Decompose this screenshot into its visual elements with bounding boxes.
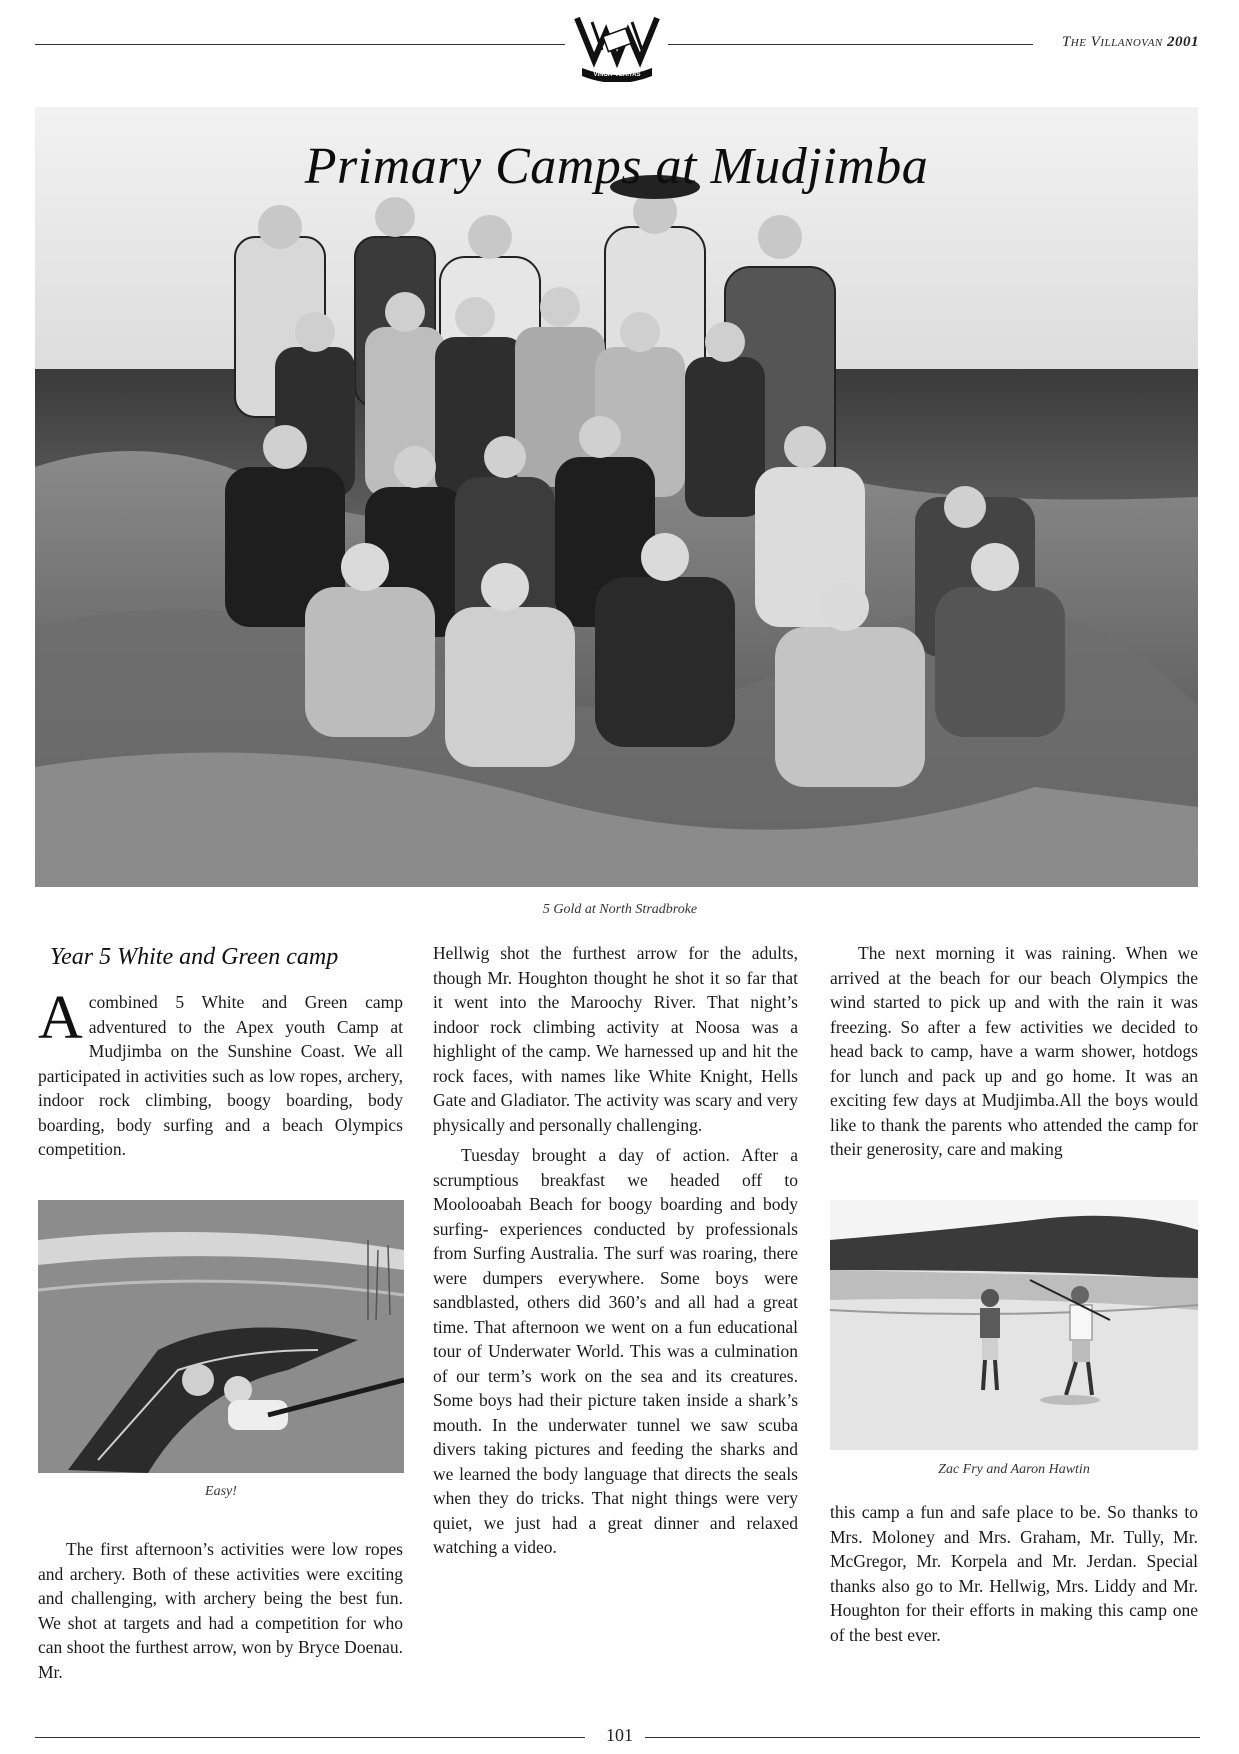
header-rule-left [35, 44, 565, 45]
group-photo [35, 107, 1198, 887]
running-title: The Villanovan [1061, 34, 1163, 50]
section-heading: Year 5 White and Green camp [50, 944, 339, 970]
paragraph-first-afternoon: The first afternoon’s activities were low ropes and archery. Both of these activities were exciting and challenging, with archery being the best fun. We shot at targets and had a competition for who can shoot the furthest arrow, won by Bryce Doenau. Mr. [38, 1539, 403, 1682]
canoe-photo-caption: Easy! [205, 1484, 237, 1499]
intro-paragraph [38, 984, 403, 1162]
running-year: 2001 [1167, 34, 1199, 50]
column-1-lower [38, 1537, 403, 1690]
paragraph-hellwig: Hellwig shot the furthest arrow for the adults, though Mr. Houghton thought he shot it so far that it went into the Maroochy River. That night’s indoor rock climbing activity at Noosa was a highlight of the camp. We harnessed up and hit the rock faces, with names like White Knight, Hells Gate and Gladiator. The activity was scary and very physically and personally challenging. [433, 943, 798, 1135]
intro-text: combined 5 White and Green camp adventured to the Apex youth Camp at Mudjimba on the Sunshine Coast. We all participated in activities such as low ropes, archery, indoor rock climbing, boogy boarding, body boarding, body surfing and a beach Olympics competition. [38, 992, 403, 1159]
beach-photo [830, 1200, 1198, 1450]
running-header [1062, 34, 1199, 51]
column-3-upper [830, 941, 1198, 1168]
school-crest-logo [572, 10, 662, 82]
group-photo-image [35, 107, 1198, 887]
beach-photo-caption: Zac Fry and Aaron Hawtin [938, 1462, 1090, 1477]
page-number: 101 [606, 1725, 633, 1745]
page-title: Primary Camps at Mudjimba [304, 138, 929, 195]
beach-photo-image [830, 1200, 1198, 1450]
canoe-photo [38, 1200, 404, 1473]
paragraph-thanks: this camp a fun and safe place to be. So thanks to Mrs. Moloney and Mrs. Graham, Mr. Tully, Mr. McGregor, Mr. Korpela and Mr. Jerdan. Special thanks also go to Mr. Hellwig, Mrs. Liddy and Mr. Houghton for their efforts in making this camp one of the best ever. [830, 1502, 1198, 1645]
logo-motto: VINCIT VERITAS [593, 72, 641, 78]
group-photo-caption: 5 Gold at North Stradbroke [542, 902, 698, 917]
column-2 [433, 941, 798, 1566]
canoe-photo-image [38, 1200, 404, 1473]
header-rule-right [668, 44, 1033, 45]
drop-cap: A [38, 984, 83, 1052]
column-3-lower [830, 1500, 1198, 1653]
paragraph-next-morning: The next morning it was raining. When we arrived at the beach for our beach Olympics the wind started to pick up and with the rain it was freezing. So after a few activities we decided to head back to camp, have a warm shower, hotdogs for lunch and pack up and go home. It was an exciting few days at Mudjimba.All the boys would like to thank the parents who attended the camp for their generosity, care and making [830, 943, 1198, 1159]
paragraph-tuesday: Tuesday brought a day of action. After a scrumptious breakfast we headed off to Moolooabah Beach for boogy boarding and body surfing- experiences conducted by professionals from Surfing Australia. The surf was roaring, there were dumpers everywhere. Some boys were sandblasted, others did 360’s and all had a great time. That afternoon we went on a fun educational tour of Underwater World. This was a culmination of our term’s work on the sea and its creatures. Some boys had their picture taken inside a shark’s mouth. In the underwater tunnel we saw scuba divers taking pictures and feeding the sharks and we learned the body language that directs the seals when they do tricks. That night things were very quiet, we just had a great dinner and relaxed watching a video. [433, 1145, 798, 1557]
